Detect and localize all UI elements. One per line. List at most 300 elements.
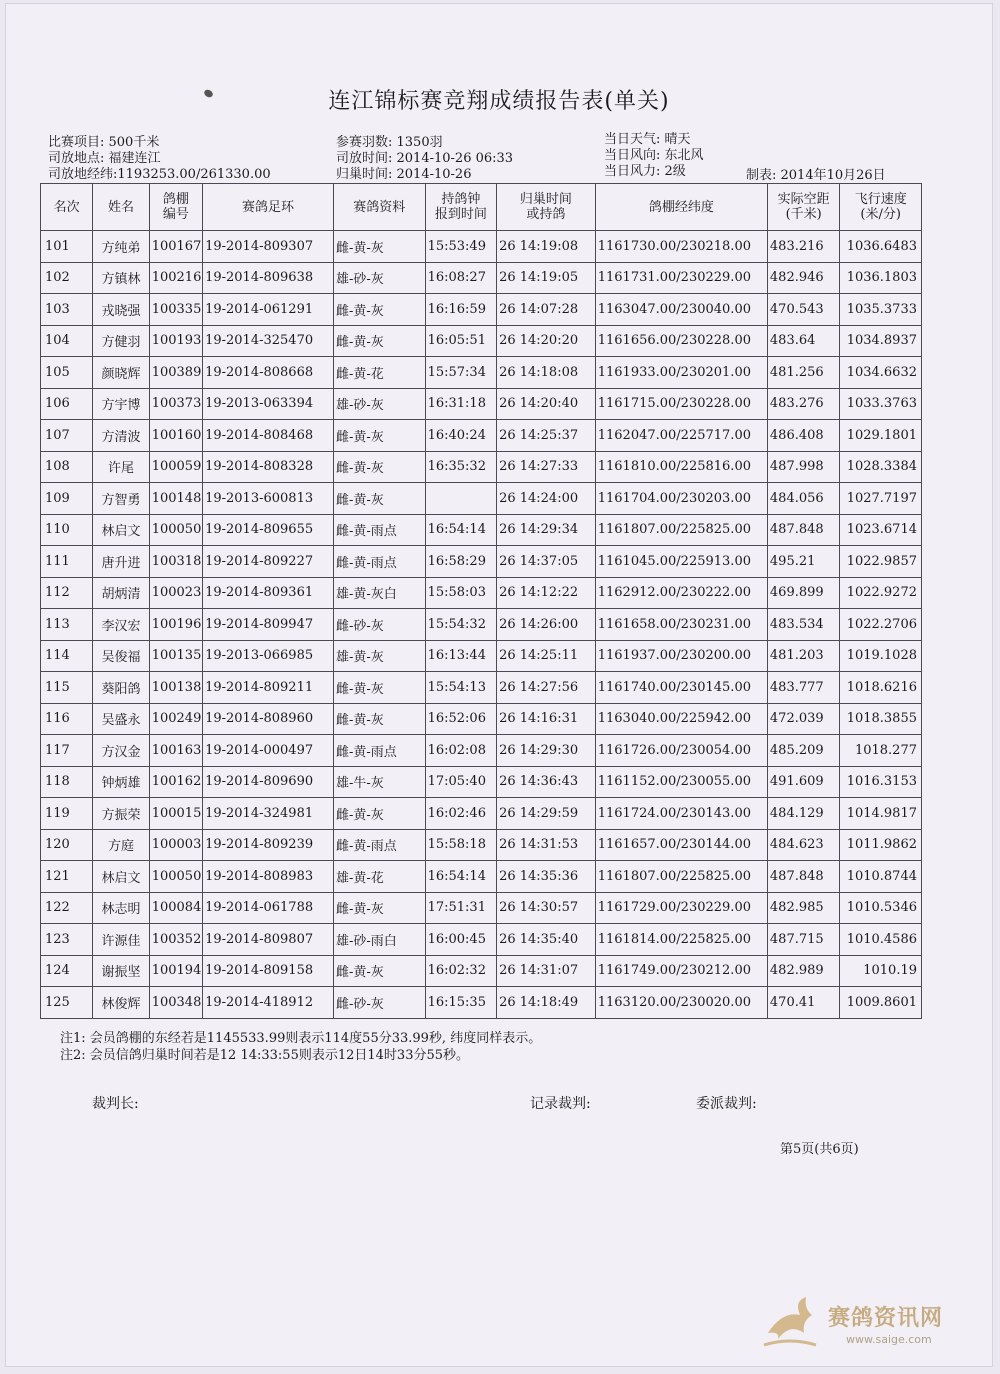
info-wind-direction: 当日风向: 东北风 — [604, 148, 704, 163]
cell-speed: 1010.8744 — [840, 861, 922, 893]
cell-loft-id: 100318 — [149, 546, 202, 578]
cell-speed: 1022.2706 — [840, 609, 922, 641]
cell-bird-info: 雌-黄-灰 — [333, 231, 425, 263]
cell-return-time: 26 14:19:08 — [497, 231, 596, 263]
footnotes — [60, 1030, 541, 1064]
cell-distance: 486.408 — [767, 420, 839, 452]
table-row — [41, 483, 922, 515]
cell-bird-info: 雌-黄-灰 — [333, 955, 425, 987]
cell-bird-info: 雌-黄-灰 — [333, 892, 425, 924]
cell-name: 方健羽 — [93, 325, 149, 357]
cell-loft-id: 100194 — [149, 955, 202, 987]
cell-name: 林志明 — [93, 892, 149, 924]
cell-rank: 104 — [41, 325, 93, 357]
signature-delegate: 委派裁判: — [696, 1096, 757, 1112]
cell-rank: 110 — [41, 514, 93, 546]
cell-distance: 470.41 — [767, 987, 839, 1019]
column-header: 名次 — [41, 184, 93, 231]
table-body — [41, 231, 922, 1019]
cell-distance: 495.21 — [767, 546, 839, 578]
cell-loft-id: 100216 — [149, 262, 202, 294]
cell-rank: 123 — [41, 924, 93, 956]
column-header: 赛鸽足环 — [203, 184, 334, 231]
watermark-url: www.saige.com — [846, 1333, 932, 1346]
cell-distance: 469.899 — [767, 577, 839, 609]
cell-speed: 1034.6632 — [840, 357, 922, 389]
cell-speed: 1027.7197 — [840, 483, 922, 515]
info-column-race — [48, 135, 271, 183]
cell-return-time: 26 14:31:53 — [497, 829, 596, 861]
cell-bird-info: 雄-砂-灰 — [333, 388, 425, 420]
column-header: 飞行速度 (米/分) — [840, 184, 922, 231]
info-release-place: 司放地点: 福建连江 — [48, 151, 161, 166]
table-row — [41, 672, 922, 704]
cell-bird-info: 雄-砂-雨白 — [333, 924, 425, 956]
cell-ring-number: 19-2014-809638 — [203, 262, 334, 294]
results-table — [40, 183, 922, 1019]
cell-bird-info: 雌-黄-花 — [333, 357, 425, 389]
cell-clock-time: 16:02:46 — [425, 798, 496, 830]
cell-clock-time: 17:51:31 — [425, 892, 496, 924]
cell-rank: 108 — [41, 451, 93, 483]
cell-speed: 1033.3763 — [840, 388, 922, 420]
cell-loft-id: 100050 — [149, 514, 202, 546]
cell-loft-id: 100059 — [149, 451, 202, 483]
info-made-date: 制表: 2014年10月26日 — [746, 168, 886, 183]
cell-loft-coords: 1161810.00/225816.00 — [595, 451, 767, 483]
report-title: 连江锦标赛竞翔成绩报告表(单关) — [328, 89, 670, 114]
cell-clock-time: 16:35:32 — [425, 451, 496, 483]
cell-ring-number: 19-2013-066985 — [203, 640, 334, 672]
cell-ring-number: 19-2014-808960 — [203, 703, 334, 735]
table-header-row — [41, 184, 922, 231]
cell-name: 许源佳 — [93, 924, 149, 956]
info-weather: 当日天气: 晴天 — [604, 132, 691, 147]
cell-rank: 118 — [41, 766, 93, 798]
cell-return-time: 26 14:35:36 — [497, 861, 596, 893]
cell-distance: 484.056 — [767, 483, 839, 515]
cell-return-time: 26 14:31:07 — [497, 955, 596, 987]
cell-speed: 1029.1801 — [840, 420, 922, 452]
info-wind-force: 当日风力: 2级 — [604, 164, 686, 179]
cell-ring-number: 19-2014-809655 — [203, 514, 334, 546]
table-row — [41, 451, 922, 483]
cell-clock-time: 15:54:32 — [425, 609, 496, 641]
cell-clock-time: 16:31:18 — [425, 388, 496, 420]
cell-name: 吴俊福 — [93, 640, 149, 672]
cell-return-time: 26 14:36:43 — [497, 766, 596, 798]
table-row — [41, 546, 922, 578]
cell-rank: 115 — [41, 672, 93, 704]
cell-distance: 487.715 — [767, 924, 839, 956]
cell-speed: 1022.9857 — [840, 546, 922, 578]
cell-clock-time: 15:57:34 — [425, 357, 496, 389]
cell-bird-info: 雌-黄-雨点 — [333, 546, 425, 578]
cell-return-time: 26 14:18:49 — [497, 987, 596, 1019]
column-header: 实际空距 (千米) — [767, 184, 839, 231]
table-row — [41, 703, 922, 735]
table-row — [41, 924, 922, 956]
cell-loft-id: 100162 — [149, 766, 202, 798]
info-release-coords: 司放地经纬:1193253.00/261330.00 — [48, 167, 271, 182]
cell-distance: 482.946 — [767, 262, 839, 294]
cell-loft-coords: 1161726.00/230054.00 — [595, 735, 767, 767]
table-row — [41, 892, 922, 924]
info-column-weather — [604, 132, 704, 180]
table-row — [41, 955, 922, 987]
cell-bird-info: 雌-黄-灰 — [333, 294, 425, 326]
cell-distance: 482.989 — [767, 955, 839, 987]
table-row — [41, 514, 922, 546]
cell-return-time: 26 14:16:31 — [497, 703, 596, 735]
cell-name: 方镇林 — [93, 262, 149, 294]
table-row — [41, 294, 922, 326]
cell-ring-number: 19-2014-808468 — [203, 420, 334, 452]
cell-distance: 483.276 — [767, 388, 839, 420]
cell-loft-id: 100160 — [149, 420, 202, 452]
cell-loft-coords: 1161729.00/230229.00 — [595, 892, 767, 924]
cell-distance: 487.998 — [767, 451, 839, 483]
cell-name: 钟炳雄 — [93, 766, 149, 798]
cell-speed: 1018.277 — [840, 735, 922, 767]
cell-distance: 485.209 — [767, 735, 839, 767]
cell-loft-coords: 1161658.00/230231.00 — [595, 609, 767, 641]
cell-name: 颜晓辉 — [93, 357, 149, 389]
cell-ring-number: 19-2014-808328 — [203, 451, 334, 483]
cell-name: 戎晓强 — [93, 294, 149, 326]
cell-rank: 111 — [41, 546, 93, 578]
cell-speed: 1018.6216 — [840, 672, 922, 704]
cell-speed: 1036.6483 — [840, 231, 922, 263]
cell-bird-info: 雄-砂-灰 — [333, 262, 425, 294]
table-row — [41, 231, 922, 263]
cell-loft-id: 100138 — [149, 672, 202, 704]
cell-bird-info: 雌-黄-灰 — [333, 420, 425, 452]
table-row — [41, 829, 922, 861]
cell-ring-number: 19-2014-325470 — [203, 325, 334, 357]
cell-distance: 487.848 — [767, 514, 839, 546]
cell-ring-number: 19-2014-324981 — [203, 798, 334, 830]
cell-return-time: 26 14:25:11 — [497, 640, 596, 672]
cell-rank: 117 — [41, 735, 93, 767]
cell-loft-coords: 1161937.00/230200.00 — [595, 640, 767, 672]
cell-clock-time: 16:16:59 — [425, 294, 496, 326]
cell-return-time: 26 14:30:57 — [497, 892, 596, 924]
table-row — [41, 388, 922, 420]
cell-loft-id: 100193 — [149, 325, 202, 357]
cell-speed: 1010.5346 — [840, 892, 922, 924]
cell-bird-info: 雌-黄-灰 — [333, 325, 425, 357]
cell-name: 方智勇 — [93, 483, 149, 515]
cell-loft-coords: 1161045.00/225913.00 — [595, 546, 767, 578]
cell-rank: 106 — [41, 388, 93, 420]
cell-ring-number: 19-2014-809158 — [203, 955, 334, 987]
cell-clock-time: 16:02:32 — [425, 955, 496, 987]
cell-clock-time: 16:52:06 — [425, 703, 496, 735]
cell-ring-number: 19-2014-418912 — [203, 987, 334, 1019]
watermark-text: 赛鸽资讯网 — [828, 1306, 944, 1331]
cell-loft-id: 100167 — [149, 231, 202, 263]
info-column-times — [336, 135, 513, 183]
cell-name: 方振荣 — [93, 798, 149, 830]
cell-bird-info: 雄-牛-灰 — [333, 766, 425, 798]
cell-clock-time: 15:58:03 — [425, 577, 496, 609]
cell-bird-info: 雌-黄-雨点 — [333, 829, 425, 861]
cell-return-time: 26 14:29:59 — [497, 798, 596, 830]
cell-speed: 1014.9817 — [840, 798, 922, 830]
cell-bird-info: 雄-黄-灰白 — [333, 577, 425, 609]
cell-speed: 1018.3855 — [840, 703, 922, 735]
cell-name: 林启文 — [93, 514, 149, 546]
cell-speed: 1022.9272 — [840, 577, 922, 609]
cell-name: 胡炳清 — [93, 577, 149, 609]
cell-return-time: 26 14:20:40 — [497, 388, 596, 420]
cell-speed: 1023.6714 — [840, 514, 922, 546]
cell-bird-info: 雌-砂-灰 — [333, 987, 425, 1019]
cell-clock-time: 17:05:40 — [425, 766, 496, 798]
cell-loft-coords: 1161724.00/230143.00 — [595, 798, 767, 830]
cell-speed: 1010.19 — [840, 955, 922, 987]
cell-name: 方汉金 — [93, 735, 149, 767]
cell-ring-number: 19-2013-063394 — [203, 388, 334, 420]
watermark — [760, 1293, 960, 1355]
cell-distance: 481.256 — [767, 357, 839, 389]
cell-rank: 103 — [41, 294, 93, 326]
cell-rank: 116 — [41, 703, 93, 735]
cell-loft-id: 100196 — [149, 609, 202, 641]
cell-distance: 484.129 — [767, 798, 839, 830]
cell-clock-time: 16:13:44 — [425, 640, 496, 672]
cell-loft-coords: 1161807.00/225825.00 — [595, 514, 767, 546]
cell-speed: 1016.3153 — [840, 766, 922, 798]
cell-rank: 121 — [41, 861, 93, 893]
column-header: 持鸽钟 报到时间 — [425, 184, 496, 231]
column-header: 归巢时间 或持鸽 — [497, 184, 596, 231]
cell-ring-number: 19-2014-809307 — [203, 231, 334, 263]
footnote-1: 注1: 会员鸽棚的东经若是1145533.99则表示114度55分33.99秒, 纬度同样表示。 — [60, 1031, 542, 1046]
cell-bird-info: 雄-黄-灰 — [333, 640, 425, 672]
cell-bird-info: 雌-黄-灰 — [333, 451, 425, 483]
cell-loft-id: 100335 — [149, 294, 202, 326]
cell-rank: 119 — [41, 798, 93, 830]
cell-loft-coords: 1162047.00/225717.00 — [595, 420, 767, 452]
cell-clock-time: 15:53:49 — [425, 231, 496, 263]
cell-clock-time: 16:54:14 — [425, 861, 496, 893]
cell-loft-coords: 1161152.00/230055.00 — [595, 766, 767, 798]
cell-name: 林俊辉 — [93, 987, 149, 1019]
cell-name: 葵阳鸽 — [93, 672, 149, 704]
cell-loft-id: 100084 — [149, 892, 202, 924]
cell-bird-info: 雌-黄-灰 — [333, 672, 425, 704]
column-header: 鸽棚 编号 — [149, 184, 202, 231]
cell-return-time: 26 14:19:05 — [497, 262, 596, 294]
cell-loft-id: 100023 — [149, 577, 202, 609]
cell-speed: 1034.8937 — [840, 325, 922, 357]
cell-name: 林启文 — [93, 861, 149, 893]
info-race-item: 比赛项目: 500千米 — [48, 135, 160, 150]
cell-rank: 125 — [41, 987, 93, 1019]
cell-loft-coords: 1162912.00/230222.00 — [595, 577, 767, 609]
cell-distance: 482.985 — [767, 892, 839, 924]
cell-return-time: 26 14:26:00 — [497, 609, 596, 641]
table-row — [41, 577, 922, 609]
cell-speed: 1028.3384 — [840, 451, 922, 483]
cell-return-time: 26 14:27:33 — [497, 451, 596, 483]
page-number: 第5页(共6页) — [780, 1142, 859, 1157]
table-row — [41, 420, 922, 452]
cell-rank: 122 — [41, 892, 93, 924]
cell-name: 唐升进 — [93, 546, 149, 578]
cell-bird-info: 雌-黄-灰 — [333, 798, 425, 830]
cell-distance: 483.777 — [767, 672, 839, 704]
cell-speed: 1019.1028 — [840, 640, 922, 672]
cell-bird-info: 雌-黄-雨点 — [333, 514, 425, 546]
cell-return-time: 26 14:37:05 — [497, 546, 596, 578]
cell-distance: 483.534 — [767, 609, 839, 641]
cell-name: 方庭 — [93, 829, 149, 861]
cell-speed: 1011.9862 — [840, 829, 922, 861]
cell-bird-info: 雄-黄-花 — [333, 861, 425, 893]
cell-bird-info: 雌-砂-灰 — [333, 609, 425, 641]
cell-distance: 483.64 — [767, 325, 839, 357]
cell-ring-number: 19-2014-809807 — [203, 924, 334, 956]
cell-clock-time — [425, 483, 496, 515]
cell-loft-id: 100348 — [149, 987, 202, 1019]
cell-name: 李汉宏 — [93, 609, 149, 641]
cell-bird-info: 雌-黄-灰 — [333, 483, 425, 515]
cell-return-time: 26 14:24:00 — [497, 483, 596, 515]
cell-loft-id: 100135 — [149, 640, 202, 672]
cell-clock-time: 16:02:08 — [425, 735, 496, 767]
table-row — [41, 861, 922, 893]
cell-rank: 102 — [41, 262, 93, 294]
cell-rank: 124 — [41, 955, 93, 987]
cell-distance: 481.203 — [767, 640, 839, 672]
signature-chief-judge: 裁判长: — [92, 1096, 139, 1112]
cell-clock-time: 16:05:51 — [425, 325, 496, 357]
cell-loft-coords: 1161730.00/230218.00 — [595, 231, 767, 263]
cell-loft-id: 100352 — [149, 924, 202, 956]
cell-rank: 105 — [41, 357, 93, 389]
cell-distance: 483.216 — [767, 231, 839, 263]
cell-loft-coords: 1163120.00/230020.00 — [595, 987, 767, 1019]
cell-loft-id: 100249 — [149, 703, 202, 735]
signature-recorder: 记录裁判: — [530, 1096, 591, 1112]
cell-loft-coords: 1161740.00/230145.00 — [595, 672, 767, 704]
table-row — [41, 987, 922, 1019]
cell-distance: 470.543 — [767, 294, 839, 326]
cell-ring-number: 19-2014-000497 — [203, 735, 334, 767]
cell-clock-time: 16:15:35 — [425, 987, 496, 1019]
info-return-time: 归巢时间: 2014-10-26 — [336, 167, 472, 182]
cell-ring-number: 19-2013-600813 — [203, 483, 334, 515]
cell-clock-time: 15:54:13 — [425, 672, 496, 704]
cell-loft-coords: 1161704.00/230203.00 — [595, 483, 767, 515]
cell-bird-info: 雌-黄-灰 — [333, 703, 425, 735]
cell-loft-coords: 1161731.00/230229.00 — [595, 262, 767, 294]
cell-name: 方清波 — [93, 420, 149, 452]
cell-loft-id: 100389 — [149, 357, 202, 389]
cell-return-time: 26 14:29:34 — [497, 514, 596, 546]
column-header: 赛鸽资料 — [333, 184, 425, 231]
cell-loft-id: 100003 — [149, 829, 202, 861]
table-row — [41, 640, 922, 672]
cell-loft-coords: 1163040.00/225942.00 — [595, 703, 767, 735]
cell-speed: 1009.8601 — [840, 987, 922, 1019]
info-release-time: 司放时间: 2014-10-26 06:33 — [336, 151, 514, 166]
cell-ring-number: 19-2014-808983 — [203, 861, 334, 893]
cell-clock-time: 16:00:45 — [425, 924, 496, 956]
cell-rank: 112 — [41, 577, 93, 609]
cell-ring-number: 19-2014-061291 — [203, 294, 334, 326]
cell-ring-number: 19-2014-808668 — [203, 357, 334, 389]
cell-return-time: 26 14:29:30 — [497, 735, 596, 767]
cell-rank: 101 — [41, 231, 93, 263]
cell-return-time: 26 14:20:20 — [497, 325, 596, 357]
cell-ring-number: 19-2014-809227 — [203, 546, 334, 578]
cell-return-time: 26 14:18:08 — [497, 357, 596, 389]
cell-ring-number: 19-2014-809239 — [203, 829, 334, 861]
table-row — [41, 262, 922, 294]
cell-distance: 472.039 — [767, 703, 839, 735]
cell-return-time: 26 14:27:56 — [497, 672, 596, 704]
cell-loft-coords: 1161749.00/230212.00 — [595, 955, 767, 987]
cell-speed: 1035.3733 — [840, 294, 922, 326]
cell-name: 谢振坚 — [93, 955, 149, 987]
cell-ring-number: 19-2014-061788 — [203, 892, 334, 924]
cell-distance: 484.623 — [767, 829, 839, 861]
cell-name: 许尾 — [93, 451, 149, 483]
cell-speed: 1036.1803 — [840, 262, 922, 294]
cell-loft-coords: 1163047.00/230040.00 — [595, 294, 767, 326]
cell-ring-number: 19-2014-809947 — [203, 609, 334, 641]
cell-return-time: 26 14:07:28 — [497, 294, 596, 326]
cell-clock-time: 16:40:24 — [425, 420, 496, 452]
cell-name: 方纯弟 — [93, 231, 149, 263]
table-row — [41, 766, 922, 798]
table-row — [41, 357, 922, 389]
cell-rank: 109 — [41, 483, 93, 515]
cell-loft-coords: 1161657.00/230144.00 — [595, 829, 767, 861]
cell-ring-number: 19-2014-809211 — [203, 672, 334, 704]
cell-return-time: 26 14:25:37 — [497, 420, 596, 452]
cell-name: 吴盛永 — [93, 703, 149, 735]
cell-loft-coords: 1161656.00/230228.00 — [595, 325, 767, 357]
pigeon-logo-icon — [760, 1293, 820, 1353]
cell-distance: 487.848 — [767, 861, 839, 893]
cell-speed: 1010.4586 — [840, 924, 922, 956]
cell-clock-time: 15:58:18 — [425, 829, 496, 861]
column-header: 鸽棚经纬度 — [595, 184, 767, 231]
cell-name: 方宇博 — [93, 388, 149, 420]
cell-ring-number: 19-2014-809361 — [203, 577, 334, 609]
cell-return-time: 26 14:12:22 — [497, 577, 596, 609]
footnote-2: 注2: 会员信鸽归巢时间若是12 14:33:55则表示12日14时33分55秒。 — [60, 1048, 470, 1063]
cell-loft-id: 100148 — [149, 483, 202, 515]
cell-loft-id: 100163 — [149, 735, 202, 767]
cell-distance: 491.609 — [767, 766, 839, 798]
table-row — [41, 325, 922, 357]
cell-rank: 107 — [41, 420, 93, 452]
cell-loft-id: 100050 — [149, 861, 202, 893]
cell-return-time: 26 14:35:40 — [497, 924, 596, 956]
cell-loft-coords: 1161814.00/225825.00 — [595, 924, 767, 956]
cell-loft-coords: 1161933.00/230201.00 — [595, 357, 767, 389]
cell-ring-number: 19-2014-809690 — [203, 766, 334, 798]
cell-bird-info: 雌-黄-雨点 — [333, 735, 425, 767]
cell-rank: 113 — [41, 609, 93, 641]
cell-loft-id: 100015 — [149, 798, 202, 830]
